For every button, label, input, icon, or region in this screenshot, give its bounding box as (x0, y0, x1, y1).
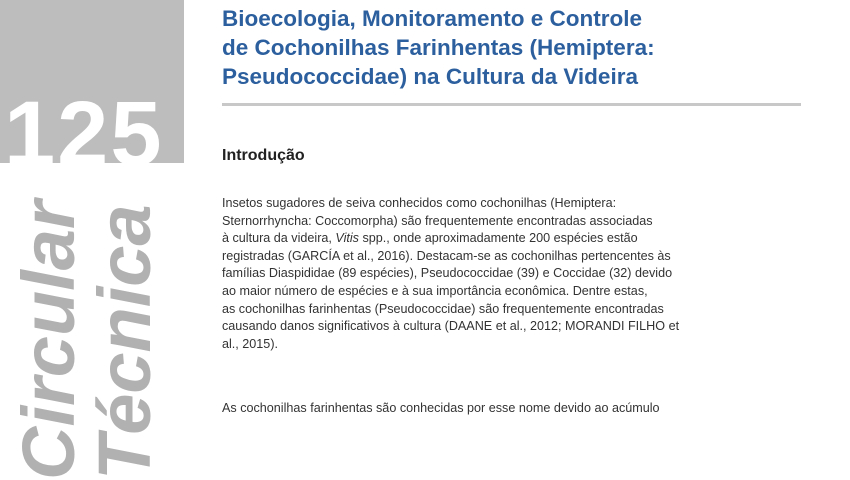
title-line-3: Pseudococcidae) na Cultura da Videira (222, 64, 638, 89)
paragraph-line: causando danos significativos à cultura (DAANE et al., 2012; MORANDI FILHO et (222, 319, 680, 334)
series-word-tecnica: Técnica (83, 204, 166, 480)
document-title (222, 4, 822, 91)
paragraph-line: ao maior número de espécies e à sua importância econômica. Dentre estas, (222, 283, 648, 298)
paragraph-text: à cultura da videira, (222, 231, 336, 246)
intro-paragraph-1 (222, 195, 782, 353)
paragraph-line: al., 2015). (222, 336, 279, 351)
paragraph-line: as cochonilhas farinhentas (Pseudococcidae) são frequentemente encontradas (222, 301, 664, 316)
series-number: 125 (4, 83, 164, 185)
paragraph-line: famílias Diaspididae (89 espécies), Pseudococcidae (39) e Coccidae (32) devido (222, 266, 673, 281)
title-line-2: de Cochonilhas Farinhentas (Hemiptera: (222, 35, 655, 60)
paragraph-line: Sternorrhyncha: Coccomorpha) são frequentemente encontradas associadas (222, 213, 653, 228)
paragraph-line: Insetos sugadores de seiva conhecidos como cochonilhas (Hemiptera: (222, 196, 617, 210)
paragraph-line: As cochonilhas farinhentas são conhecidas por esse nome devido ao acúmulo (222, 401, 660, 415)
paragraph-line (222, 230, 782, 248)
paragraph-text: spp., onde aproximadamente 200 espécies estão (358, 231, 638, 246)
species-name-italic: Vitis (335, 231, 359, 246)
intro-paragraph-2 (222, 400, 782, 418)
paragraph-line: registradas (GARCÍA et al., 2016). Destacam-se as cochonilhas pertencentes às (222, 248, 671, 263)
title-line-1: Bioecologia, Monitoramento e Controle (222, 6, 643, 31)
title-divider (222, 103, 801, 106)
section-heading-introducao: Introdução (222, 147, 305, 164)
series-word-circular: Circular (7, 200, 90, 480)
